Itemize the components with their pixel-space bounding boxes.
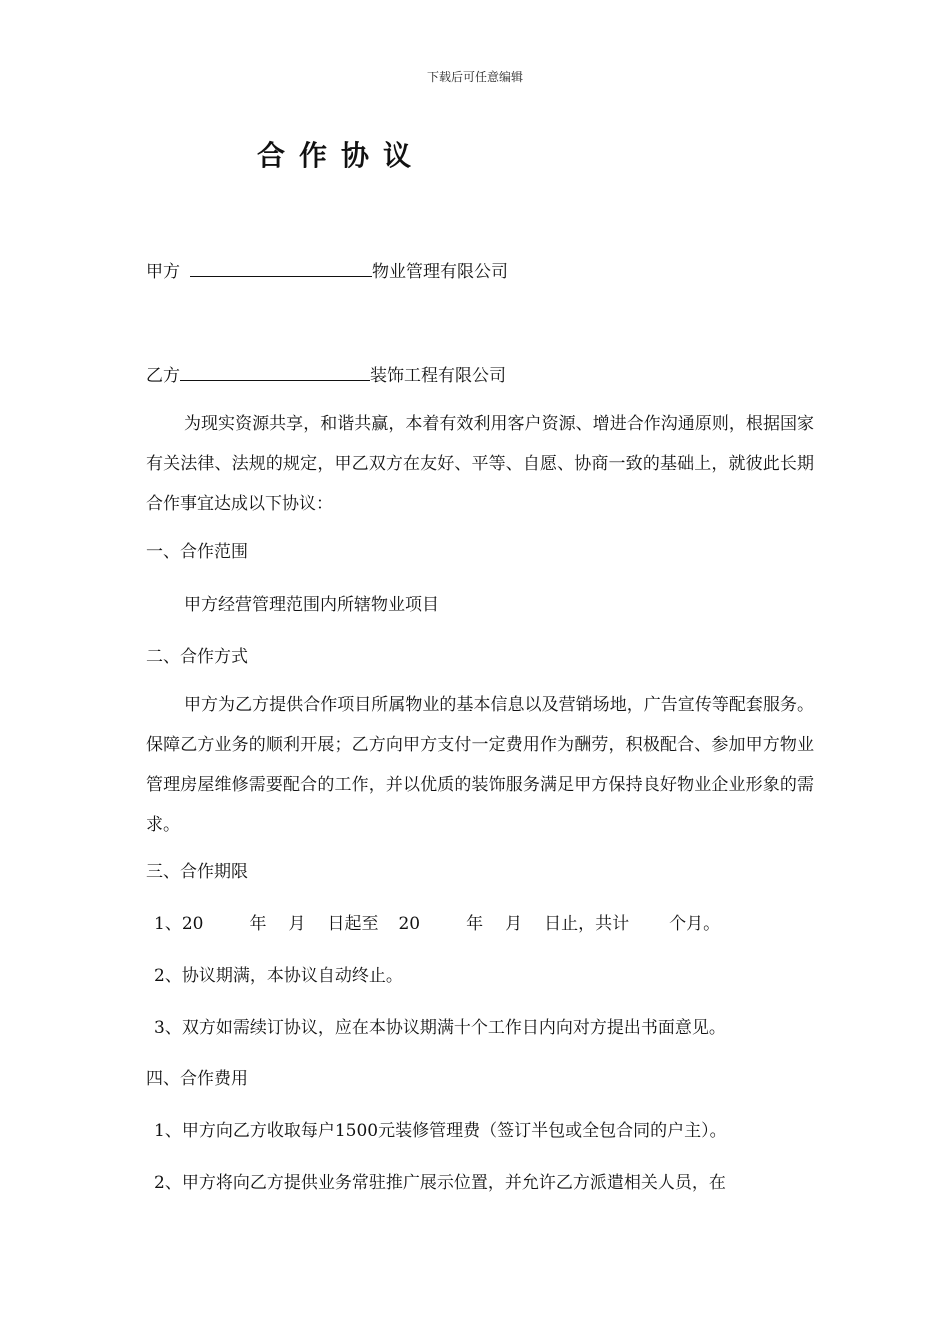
- section-method-body: 甲方为乙方提供合作项目所属物业的基本信息以及营销场地，广告宣传等配套服务。保障乙方业务的顺利开展；乙方向甲方支付一定费用作为酬劳，积极配合、参加甲方物业管理房屋维修需要配合的工作，并以优质的装饰服务满足甲方保持良好物业企业形象的需求。: [146, 695, 814, 835]
- party-b-name-blank: [180, 380, 370, 381]
- page-header: 下载后可任意编辑: [426, 70, 523, 84]
- section-scope-heading: 一、合作范围: [146, 542, 248, 562]
- term-item-2: 2、协议期满，本协议自动终止。: [154, 966, 403, 986]
- section-fees-heading: 四、合作费用: [146, 1069, 248, 1089]
- term-end-day-label: 日止，共计: [544, 914, 630, 934]
- term-start-year-prefix: 1、20: [154, 914, 204, 934]
- term-item-1: [154, 914, 720, 934]
- document-title: 合作协议: [257, 139, 426, 172]
- party-a-suffix: 物业管理有限公司: [372, 262, 508, 282]
- party-b-suffix: 装饰工程有限公司: [370, 366, 506, 386]
- term-start-month-label: 月: [288, 914, 306, 934]
- fees-item-2: 2、甲方将向乙方提供业务常驻推广展示位置，并允许乙方派遣相关人员，在: [154, 1173, 726, 1193]
- party-a-label: 甲方: [146, 262, 180, 282]
- party-b-line: [146, 366, 506, 386]
- section-scope-body: 甲方经营管理范围内所辖物业项目: [184, 595, 439, 615]
- party-b-label: 乙方: [146, 366, 180, 386]
- term-start-year-label: 年: [249, 914, 267, 934]
- term-end-year-prefix: 20: [398, 914, 421, 934]
- intro-paragraph: 为现实资源共享，和谐共赢，本着有效利用客户资源、增进合作沟通原则，根据国家有关法律、法规的规定，甲乙双方在友好、平等、自愿、协商一致的基础上，就彼此长期合作事宜达成以下协议：: [146, 414, 814, 514]
- term-end-year-label: 年: [466, 914, 484, 934]
- party-a-name-blank: [190, 276, 372, 277]
- term-months-label: 个月。: [669, 914, 721, 934]
- party-a-line: [146, 262, 508, 282]
- term-start-day-label: 日起至: [327, 914, 379, 934]
- section-method-heading: 二、合作方式: [146, 647, 248, 667]
- term-item-3: 3、双方如需续订协议，应在本协议期满十个工作日内向对方提出书面意见。: [154, 1018, 726, 1038]
- fees-item-1: 1、甲方向乙方收取每户1500元装修管理费（签订半包或全包合同的户主）。: [154, 1121, 727, 1141]
- term-end-month-label: 月: [505, 914, 523, 934]
- section-term-heading: 三、合作期限: [146, 862, 248, 882]
